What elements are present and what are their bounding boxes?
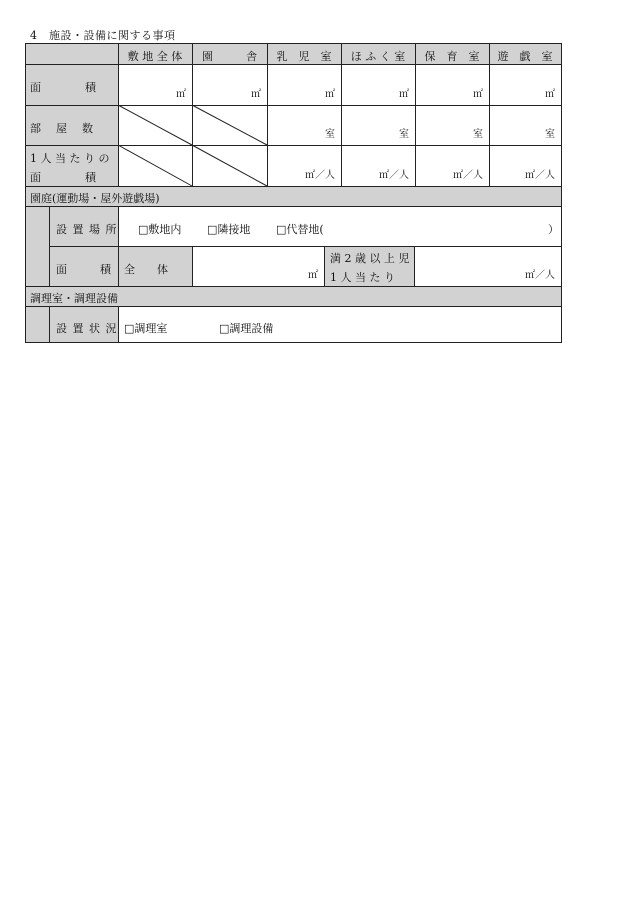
- kitchen-option-equipment[interactable]: □調理設備: [219, 322, 274, 335]
- area-unit: ㎡: [473, 89, 483, 100]
- diagonal-strike: [118, 145, 192, 186]
- grid-line: [26, 306, 561, 307]
- per-person-cell-play-room[interactable]: [489, 145, 561, 186]
- garden-location-label: 設 置 場 所: [56, 223, 118, 236]
- grid-line: [49, 206, 50, 286]
- garden-over2-label-1: 満 2 歳 以 上 児: [330, 252, 410, 265]
- kitchen-indent-bg: [26, 306, 49, 342]
- row-label-rooms: 部 屋 数: [30, 122, 95, 135]
- section-title: 4 施設・設備に関する事項: [30, 29, 176, 42]
- area-cell-nursery-room[interactable]: [415, 64, 489, 105]
- garden-total-value-cell[interactable]: [192, 246, 324, 286]
- grid-line: [118, 306, 119, 342]
- garden-option-adjacent[interactable]: □隣接地: [207, 223, 251, 236]
- garden-indent-bg: [26, 206, 49, 286]
- diagonal-strike: [192, 105, 267, 145]
- rooms-unit: 室: [325, 129, 335, 140]
- area-cell-building[interactable]: [192, 64, 267, 105]
- garden-over2-label-2: 1 人 当 た り: [330, 271, 395, 284]
- rooms-cell-play-room[interactable]: [489, 105, 561, 145]
- grid-line: [118, 206, 119, 286]
- row-label-area: 面 積: [30, 81, 96, 94]
- col-header-building: 園 舎: [202, 50, 257, 63]
- area-cell-play-room[interactable]: [489, 64, 561, 105]
- col-header-infant-room: 乳 児 室: [276, 50, 332, 63]
- rooms-cell-nursery-room[interactable]: [415, 105, 489, 145]
- garden-close-paren: ）: [548, 223, 559, 236]
- garden-over2-value-cell[interactable]: [414, 246, 561, 286]
- garden-option-alternative[interactable]: □代替地(: [276, 223, 324, 236]
- diagonal-strike: [118, 105, 192, 145]
- col-header-nursery-room: 保 育 室: [424, 50, 480, 63]
- per-person-unit: ㎡／人: [525, 170, 555, 181]
- rooms-cell-infant-room[interactable]: [267, 105, 341, 145]
- area-unit: ㎡: [251, 89, 261, 100]
- garden-title: 園庭(運動場・屋外遊戯場): [30, 192, 160, 205]
- area-unit: ㎡: [545, 89, 555, 100]
- area-unit: ㎡: [176, 89, 186, 100]
- facility-form-table: [25, 43, 562, 343]
- grid-line: [26, 206, 561, 207]
- row-label-per-person-2: 面 積: [30, 171, 96, 184]
- garden-area-label: 面 積: [56, 263, 111, 276]
- rooms-cell-crawling-room[interactable]: [341, 105, 415, 145]
- area-cell-site-total[interactable]: [118, 64, 192, 105]
- col-header-site-total: 敷 地 全 体: [127, 50, 183, 63]
- row-label-per-person-1: 1 人 当 た り の: [30, 152, 110, 165]
- per-person-unit: ㎡／人: [305, 170, 335, 181]
- col-header-crawling-room: ほ ふ く 室: [350, 50, 406, 63]
- rooms-unit: 室: [545, 129, 555, 140]
- garden-total-unit: ㎡: [308, 270, 318, 281]
- per-person-cell-nursery-room[interactable]: [415, 145, 489, 186]
- garden-option-on-site[interactable]: □敷地内: [138, 223, 182, 236]
- garden-over2-unit: ㎡／人: [525, 270, 555, 281]
- area-cell-crawling-room[interactable]: [341, 64, 415, 105]
- rooms-unit: 室: [399, 129, 409, 140]
- per-person-cell-infant-room[interactable]: [267, 145, 341, 186]
- grid-line: [324, 246, 325, 286]
- diagonal-strike: [192, 145, 267, 186]
- kitchen-option-room[interactable]: □調理室: [124, 322, 168, 335]
- grid-line: [26, 186, 561, 187]
- per-person-unit: ㎡／人: [379, 170, 409, 181]
- rooms-unit: 室: [473, 129, 483, 140]
- area-unit: ㎡: [399, 89, 409, 100]
- kitchen-status-label: 設 置 状 況: [56, 322, 118, 335]
- grid-line: [49, 306, 50, 342]
- per-person-cell-crawling-room[interactable]: [341, 145, 415, 186]
- col-header-play-room: 遊 戯 室: [497, 50, 553, 63]
- area-unit: ㎡: [325, 89, 335, 100]
- area-cell-infant-room[interactable]: [267, 64, 341, 105]
- garden-total-label: 全 体: [124, 263, 168, 276]
- per-person-unit: ㎡／人: [453, 170, 483, 181]
- grid-line: [26, 286, 561, 287]
- kitchen-title: 調理室・調理設備: [30, 292, 118, 305]
